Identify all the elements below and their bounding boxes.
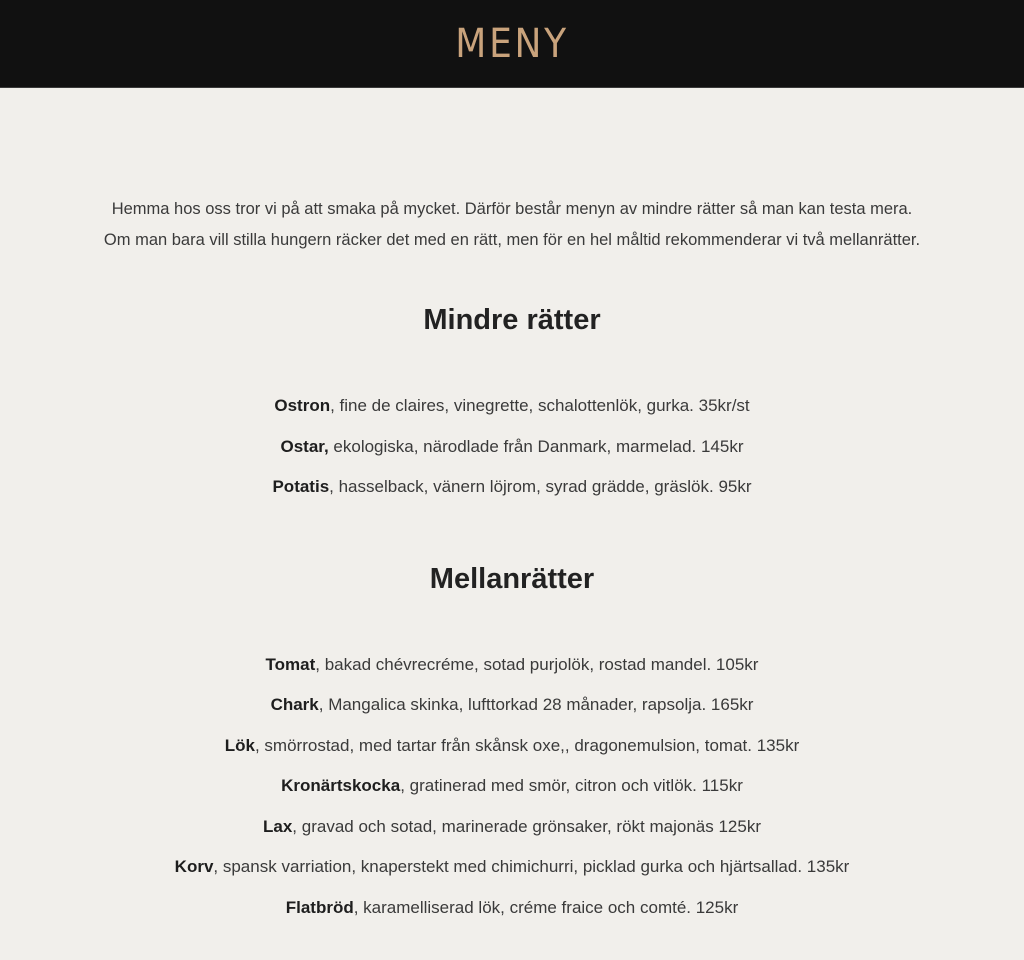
- dish-name: Lök: [224, 735, 255, 755]
- dish-name: Chark: [270, 695, 319, 714]
- dish-description: ekologiska, närodlade från Danmark, marmelad. 145kr: [328, 436, 744, 456]
- dish-name: Potatis: [272, 477, 330, 496]
- dish-description: , smörrostad, med tartar från skånsk oxe,, dragonemulsion, tomat. 135kr: [254, 735, 800, 755]
- dish-name: Ostron: [274, 396, 331, 415]
- section-title-mellanratter: Mellanrätter: [429, 562, 595, 595]
- intro-text: [0, 194, 1024, 256]
- dish-name: Ostar,: [280, 436, 329, 456]
- dish-description: , gravad och sotad, marinerade grönsaker, rökt majonäs 125kr: [292, 816, 761, 836]
- menu-item: [0, 856, 1024, 897]
- page-title: MENY: [455, 20, 569, 67]
- dish-description: , spansk varriation, knaperstekt med chimichurri, picklad gurka och hjärtsallad. 135kr: [213, 857, 850, 876]
- menu-item: [0, 476, 1024, 517]
- page-header: [0, 0, 1024, 88]
- menu-item: [0, 436, 1024, 477]
- dish-name: Korv: [174, 857, 214, 876]
- dish-name: Tomat: [265, 654, 316, 674]
- dish-description: , hasselback, vänern löjrom, syrad grädde, gräslök. 95kr: [329, 477, 752, 496]
- dish-name: Lax: [263, 816, 293, 836]
- menu-list-mindre-ratter: [0, 395, 1024, 517]
- dish-description: , karamelliserad lök, créme fraice och comté. 125kr: [353, 897, 739, 917]
- dish-description: , fine de claires, vinegrette, schalottenlök, gurka. 35kr/st: [330, 396, 750, 415]
- menu-item: [0, 694, 1024, 735]
- dish-name: Kronärtskocka: [281, 776, 401, 795]
- dish-description: , Mangalica skinka, lufttorkad 28 månader, rapsolja. 165kr: [318, 695, 754, 714]
- dish-description: , gratinerad med smör, citron och vitlök. 115kr: [400, 776, 743, 795]
- intro-line: Hemma hos oss tror vi på att smaka på mycket. Därför består menyn av mindre rätter så man kan testa mera.: [111, 200, 913, 218]
- menu-item: [0, 654, 1024, 695]
- dish-name: Flatbröd: [285, 897, 354, 917]
- section-title-mindre-ratter: Mindre rätter: [423, 304, 601, 336]
- intro-line: Om man bara vill stilla hungern räcker det med en rätt, men för en hel måltid rekommenderar vi två mellanrätter.: [103, 231, 921, 249]
- menu-item: [0, 897, 1024, 938]
- dish-description: , bakad chévrecréme, sotad purjolök, rostad mandel. 105kr: [315, 654, 759, 674]
- menu-item: [0, 735, 1024, 776]
- menu-list-mellanratter: [0, 654, 1024, 938]
- menu-item: [0, 775, 1024, 816]
- menu-item: [0, 816, 1024, 857]
- menu-item: [0, 395, 1024, 436]
